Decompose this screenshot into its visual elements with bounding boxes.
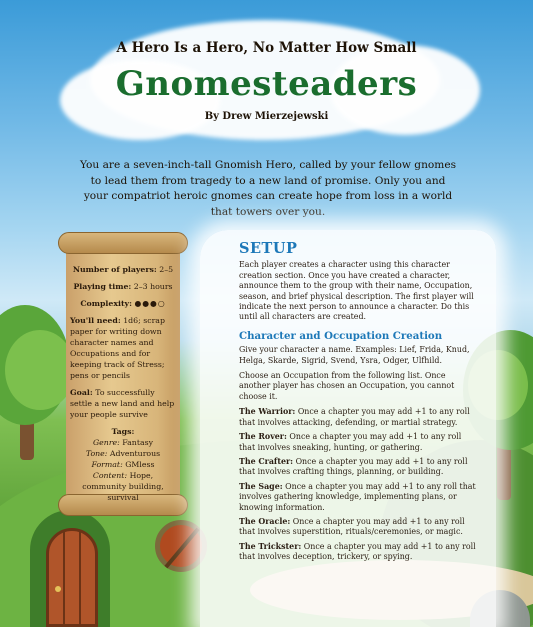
- complexity-dots-icon: ●●●○: [134, 299, 166, 308]
- scroll-top-roll: [58, 232, 188, 254]
- page-title: Gnomesteaders: [115, 64, 418, 104]
- occupation-sage: The Sage: Once a chapter you may add +1 to any roll that involves gathering knowledge, implementing plans, or knowing information.: [239, 481, 476, 512]
- title-block: [0, 0, 533, 150]
- occupation-rover: The Rover: Once a chapter you may add +1 to any roll that involves sneaking, hunting, or gathering.: [239, 432, 462, 452]
- byline: By Drew Mierzejewski: [204, 111, 329, 122]
- intro-paragraph: You are a seven-inch-tall Gnomish Hero, called by your fellow gnomes to lead them from tragedy to a new land of promise. Only you and your compatriot heroic gnomes can create hope from loss in a world that towers over you.: [79, 159, 457, 218]
- scroll-content: [70, 264, 176, 503]
- tagline: A Hero Is a Hero, No Matter How Small: [116, 40, 417, 56]
- setup-heading: SETUP: [239, 240, 298, 257]
- setup-paragraph: Each player creates a character using this character creation section. Once you have created a character, announce them to the group with their name, Occupation, season, and brief physical description. The first player will indicate the next person to announce a character. Do this until all characters are created.: [239, 260, 474, 322]
- occupation-crafter: The Crafter: Once a chapter you may add +1 to any roll that involves crafting things, planning, or building.: [239, 456, 468, 477]
- creation-heading: Character and Occupation Creation: [239, 329, 443, 342]
- goal-line: Goal: To successfully settle a new land and help your people survive: [70, 388, 175, 419]
- creation-paragraph-2: Choose an Occupation from the following list. Once another player has chosen an Occupation, you cannot choose it.: [239, 371, 455, 401]
- time-line: Playing time: 2–3 hours: [73, 282, 173, 291]
- tags-block: Tags: Genre: Fantasy Tone: Adventurous Format: GMless Content: Hope, community building, survival: [82, 427, 164, 502]
- needs-line: You'll need: 1d6; scrap paper for writing down character names and Occupations and for keeping track of Stress; pens or pencils: [70, 316, 165, 380]
- occupation-warrior: The Warrior: Once a chapter you may add +1 to any roll that involves attacking, defending, or martial strategy.: [239, 407, 470, 427]
- door-icon: [46, 528, 98, 627]
- complexity-line: Complexity: ●●●○: [80, 299, 166, 308]
- creation-paragraph-1: Give your character a name. Examples: Lief, Frida, Knud, Helga, Skarde, Sigrid, Svend, Ysra, Odger, Ulfhild.: [239, 345, 470, 365]
- players-line: Number of players: 2–5: [72, 265, 174, 274]
- setup-content: [239, 240, 479, 567]
- occupation-trickster: The Trickster: Once a chapter you may add +1 to any roll that involves deception, trickery, or spying.: [239, 541, 476, 562]
- occupation-oracle: The Oracle: Once a chapter you may add +1 to any roll that involves superstition, rituals/ceremonies, or magic.: [239, 516, 465, 537]
